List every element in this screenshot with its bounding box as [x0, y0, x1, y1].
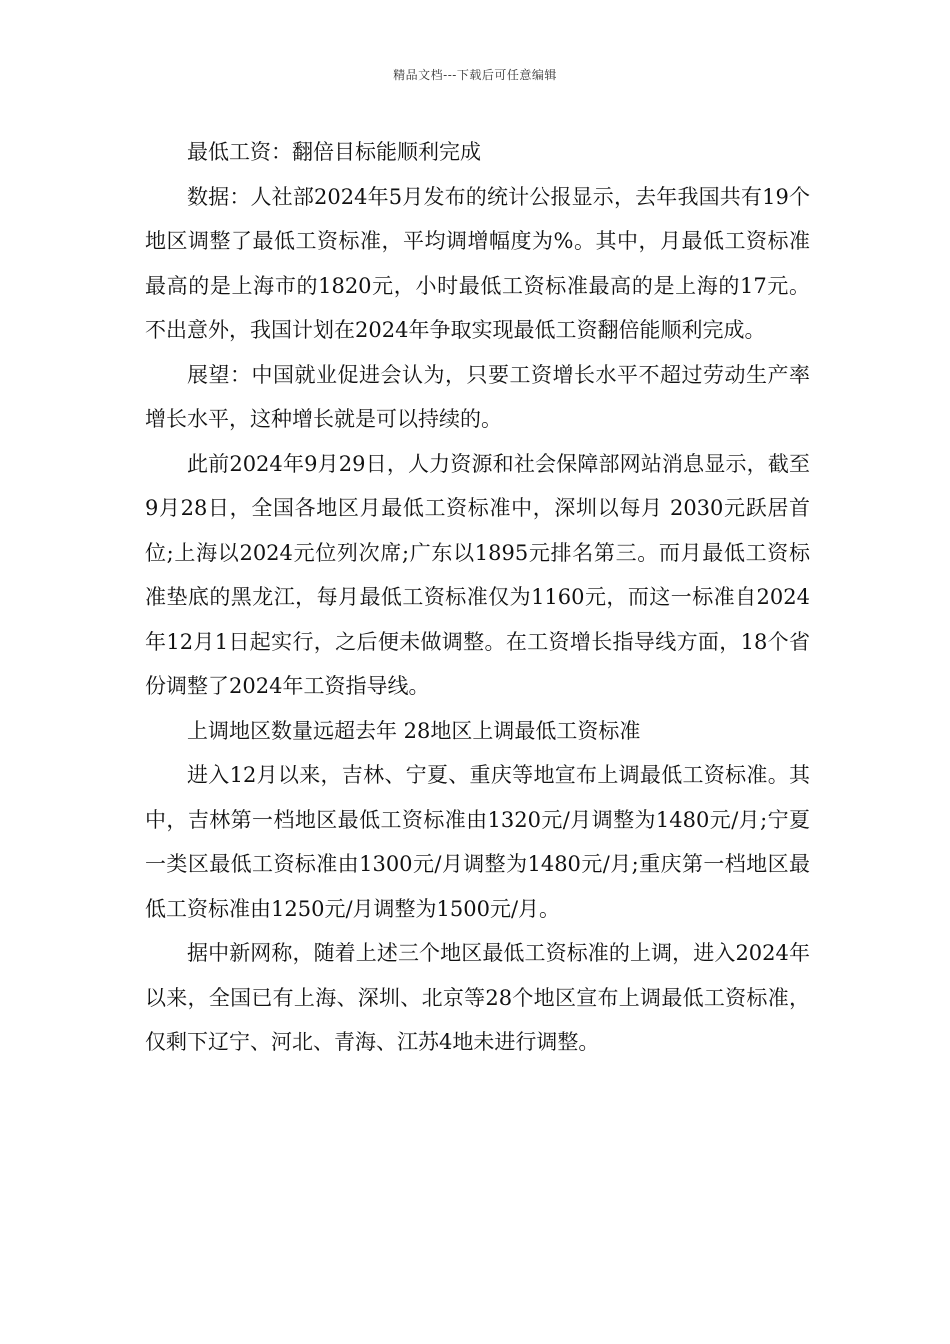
- section-heading-regions: 上调地区数量远超去年 28地区上调最低工资标准: [187, 718, 641, 743]
- section-heading-min-wage: 最低工资：翻倍目标能顺利完成: [187, 140, 481, 164]
- paragraph-summary: 据中新网称，随着上述三个地区最低工资标准的上调，进入2024年以来，全国已有上海、深圳、北京等28个地区宣布上调最低工资标准，仅剩下辽宁、河北、青海、江苏4地未进行调整。: [145, 941, 810, 1054]
- paragraph-outlook: 展望：中国就业促进会认为，只要工资增长水平不超过劳动生产率增长水平，这种增长就是可以持续的。: [145, 362, 810, 431]
- paragraph-december-updates: 进入12月以来，吉林、宁夏、重庆等地宣布上调最低工资标准。其中，吉林第一档地区最低工资标准由1320元/月调整为1480元/月;宁夏一类区最低工资标准由1300元/月调整为1480元/月;重庆第一档地区最低工资标准由1250元/月调整为1500元/月。: [145, 763, 810, 921]
- paragraph-data: 数据：人社部2024年5月发布的统计公报显示，去年我国共有19个地区调整了最低工资标准，平均调增幅度为%。其中，月最低工资标准最高的是上海市的1820元，小时最低工资标准最高的是上海的17元。不出意外，我国计划在2024年争取实现最低工资翻倍能顺利完成。: [145, 184, 810, 342]
- paragraph-previous-stats: 此前2024年9月29日，人力资源和社会保障部网站消息显示，截至9月28日，全国各地区月最低工资标准中，深圳以每月 2030元跃居首位;上海以2024元位列次席;广东以1895元排名第三。而月最低工资标准垫底的黑龙江，每月最低工资标准仅为1160元，而这一标准自2024年12月1日起实行，之后便未做调整。在工资增长指导线方面，18个省份调整了2024年工资指导线。: [145, 451, 810, 698]
- document-body: [145, 130, 810, 1065]
- page-header: 精品文档---下载后可任意编辑: [393, 68, 557, 82]
